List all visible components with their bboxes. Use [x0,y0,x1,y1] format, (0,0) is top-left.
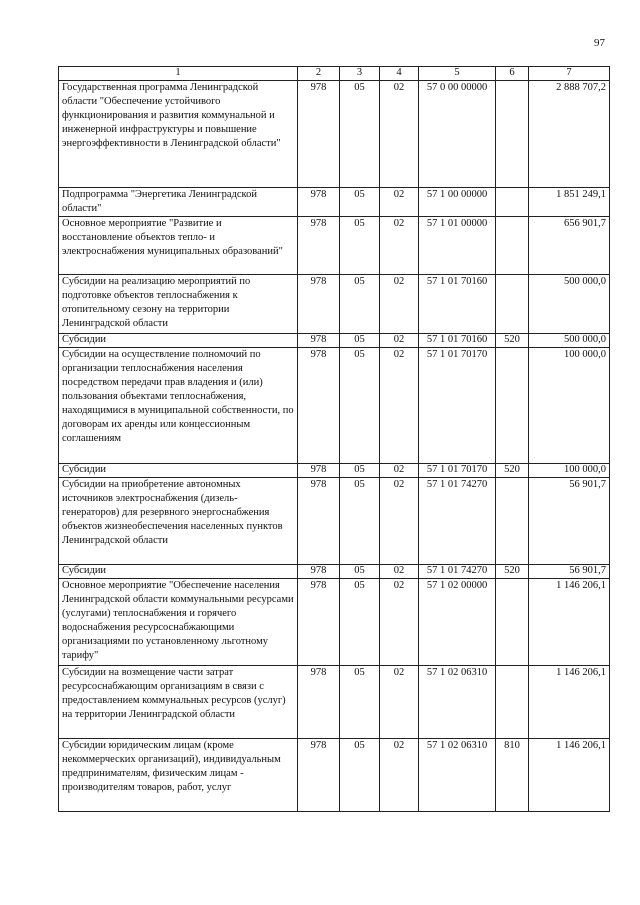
row-name: Субсидии на приобретение автономных источников электроснабжения (дизель-генераторов) для резервного энергоснабжения объектов жизнеобеспечения населенных пунктов Ленинградской области [59,478,298,565]
header-col-6: 6 [496,67,529,81]
row-expense-type [496,81,529,188]
row-admin-code: 978 [298,275,340,334]
row-admin-code: 978 [298,334,340,348]
row-amount: 1 146 206,1 [529,579,610,666]
table-row [59,579,610,666]
row-target-code: 57 1 01 70170 [419,464,496,478]
row-amount: 500 000,0 [529,334,610,348]
row-subsection: 02 [380,565,419,579]
row-name: Субсидии на возмещение части затрат ресурсоснабжающим организациям в связи с предоставлением коммунальных ресурсов (услуг) на территории Ленинградской области [59,666,298,739]
row-name: Субсидии [59,464,298,478]
header-col-7: 7 [529,67,610,81]
row-admin-code: 978 [298,478,340,565]
row-amount: 656 901,7 [529,217,610,275]
row-amount: 56 901,7 [529,478,610,565]
row-expense-type [496,217,529,275]
table-header-row [59,67,610,81]
row-target-code: 57 1 00 00000 [419,188,496,217]
row-amount: 1 851 249,1 [529,188,610,217]
row-admin-code: 978 [298,81,340,188]
row-target-code: 57 1 01 74270 [419,565,496,579]
row-target-code: 57 1 02 06310 [419,739,496,812]
row-section: 05 [340,464,380,478]
row-name: Субсидии [59,334,298,348]
header-col-5: 5 [419,67,496,81]
row-section: 05 [340,81,380,188]
row-amount: 1 146 206,1 [529,739,610,812]
row-name: Основное мероприятие "Развитие и восстановление объектов тепло- и электроснабжения муниципальных образований" [59,217,298,275]
table-row [59,81,610,188]
row-amount: 56 901,7 [529,565,610,579]
row-target-code: 57 1 01 70170 [419,348,496,464]
row-expense-type: 520 [496,334,529,348]
row-name: Государственная программа Ленинградской области "Обеспечение устойчивого функционирования и развития коммунальной и инженерной инфраструктуры и повышение энергоэффективности в Ленинградской области" [59,81,298,188]
row-expense-type [496,478,529,565]
row-amount: 100 000,0 [529,464,610,478]
header-col-2: 2 [298,67,340,81]
row-target-code: 57 1 02 06310 [419,666,496,739]
row-section: 05 [340,579,380,666]
row-section: 05 [340,739,380,812]
row-amount: 1 146 206,1 [529,666,610,739]
row-admin-code: 978 [298,666,340,739]
row-target-code: 57 1 01 74270 [419,478,496,565]
row-expense-type: 520 [496,464,529,478]
row-target-code: 57 1 02 00000 [419,579,496,666]
row-section: 05 [340,188,380,217]
header-col-4: 4 [380,67,419,81]
row-expense-type: 810 [496,739,529,812]
row-target-code: 57 1 01 70160 [419,334,496,348]
table-row [59,348,610,464]
header-col-1: 1 [59,67,298,81]
row-subsection: 02 [380,188,419,217]
row-subsection: 02 [380,739,419,812]
row-admin-code: 978 [298,464,340,478]
table-row [59,188,610,217]
row-subsection: 02 [380,275,419,334]
row-section: 05 [340,217,380,275]
table-row [59,739,610,812]
row-expense-type [496,348,529,464]
row-name: Субсидии на реализацию мероприятий по подготовке объектов теплоснабжения к отопительному сезону на территории Ленинградской области [59,275,298,334]
row-amount: 500 000,0 [529,275,610,334]
row-target-code: 57 0 00 00000 [419,81,496,188]
row-subsection: 02 [380,217,419,275]
row-expense-type [496,579,529,666]
row-subsection: 02 [380,666,419,739]
row-name: Субсидии юридическим лицам (кроме некоммерческих организаций), индивидуальным предпринимателям, физическим лицам - производителям товаров, работ, услуг [59,739,298,812]
row-admin-code: 978 [298,565,340,579]
row-admin-code: 978 [298,739,340,812]
row-expense-type [496,666,529,739]
row-target-code: 57 1 01 00000 [419,217,496,275]
table-row [59,334,610,348]
header-col-3: 3 [340,67,380,81]
row-admin-code: 978 [298,188,340,217]
row-expense-type [496,188,529,217]
table-row [59,217,610,275]
table-row [59,464,610,478]
row-name: Подпрограмма "Энергетика Ленинградской области" [59,188,298,217]
row-amount: 100 000,0 [529,348,610,464]
row-subsection: 02 [380,348,419,464]
row-section: 05 [340,348,380,464]
table-row [59,565,610,579]
row-name: Основное мероприятие "Обеспечение населения Ленинградской области коммунальными ресурсами (услугами) теплоснабжения и горячего водоснабжения ресурсоснабжающими организациями по установленному льготному тарифу" [59,579,298,666]
row-section: 05 [340,478,380,565]
row-subsection: 02 [380,334,419,348]
row-subsection: 02 [380,579,419,666]
row-target-code: 57 1 01 70160 [419,275,496,334]
row-subsection: 02 [380,478,419,565]
row-subsection: 02 [380,464,419,478]
row-expense-type [496,275,529,334]
table-row [59,275,610,334]
table-row [59,666,610,739]
row-name: Субсидии [59,565,298,579]
row-section: 05 [340,275,380,334]
row-name: Субсидии на осуществление полномочий по организации теплоснабжения населения посредством передачи прав владения и (или) пользования объектами теплоснабжения, находящимися в муниципальной собственности, по договорам их аренды или концессионным соглашениям [59,348,298,464]
row-expense-type: 520 [496,565,529,579]
row-amount: 2 888 707,2 [529,81,610,188]
row-admin-code: 978 [298,348,340,464]
page-number: 97 [594,37,605,49]
row-admin-code: 978 [298,579,340,666]
table-row [59,478,610,565]
budget-table [58,66,610,812]
row-subsection: 02 [380,81,419,188]
row-section: 05 [340,334,380,348]
row-section: 05 [340,565,380,579]
row-section: 05 [340,666,380,739]
row-admin-code: 978 [298,217,340,275]
